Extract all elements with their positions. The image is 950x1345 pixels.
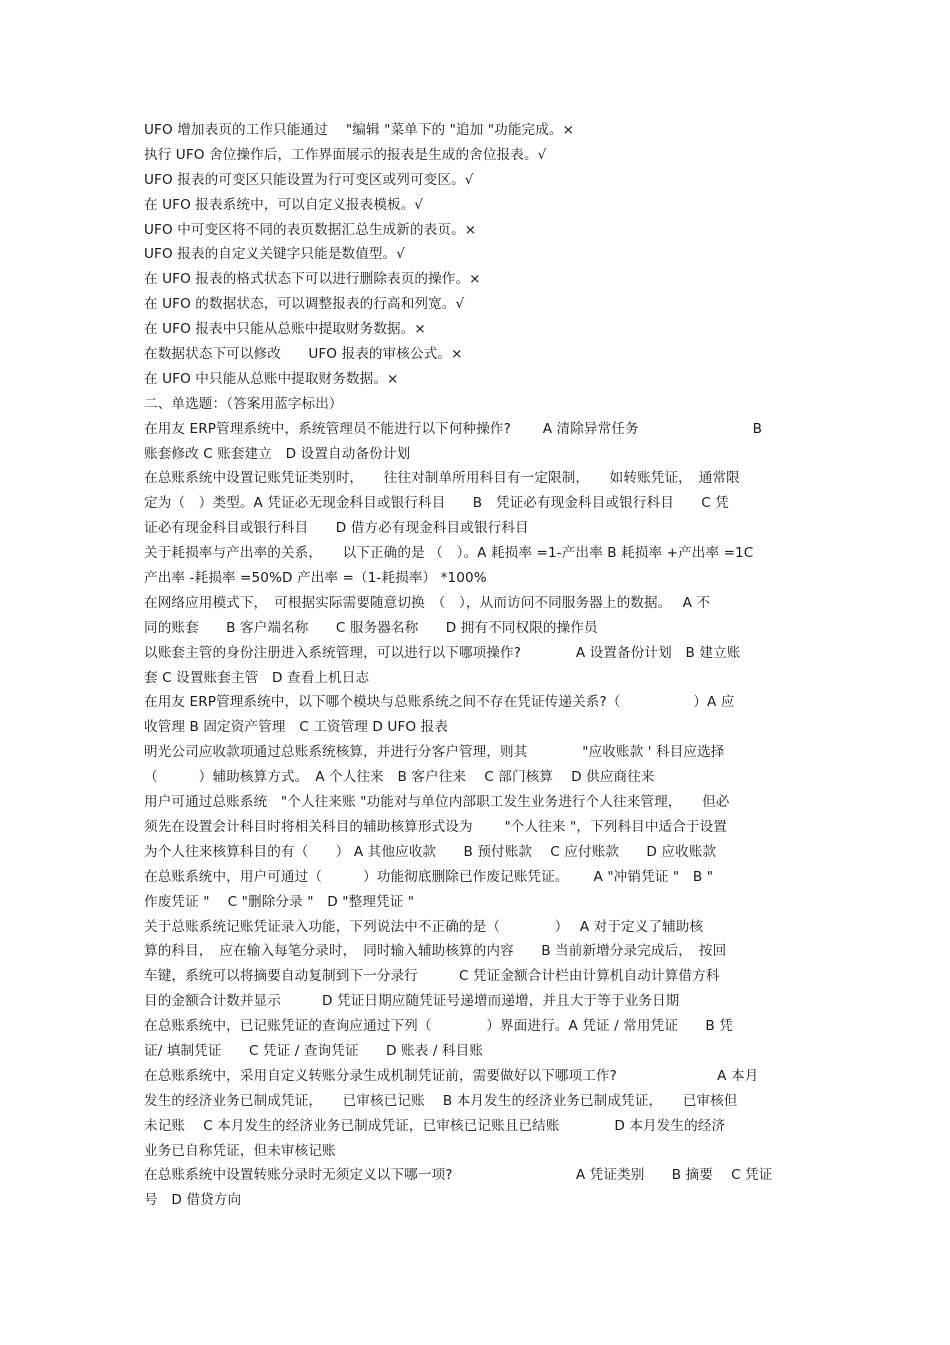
question-line: 证必有现金科目或银行科目 D 借方必有现金科目或银行科目 (144, 520, 529, 537)
question-line: 收管理 B 固定资产管理 C 工资管理 D UFO 报表 (144, 719, 448, 736)
question-line: （ ）辅助核算方式。 A 个人往来 B 客户往来 C 部门核算 D 供应商往来 (144, 769, 655, 786)
tf-statement-6: UFO 报表的自定义关键字只能是数值型。√ (144, 246, 406, 263)
question-line: 套 C 设置账套主管 D 查看上机日志 (144, 669, 370, 686)
question-line: 关于耗损率与产出率的关系， 以下正确的是 （ ）。A 耗损率 =1-产出率 B 耗损率 +产出率 =1C (144, 545, 754, 562)
question-line: 算的科目， 应在输入每笔分录时， 同时输入辅助核算的内容 B 当前新增分录完成后， 按回 (144, 943, 727, 960)
document-body (144, 118, 806, 1213)
question-line: 在用友 ERP管理系统中，系统管理员不能进行以下何种操作? A 清除异常任务 B (144, 420, 763, 437)
tf-statement-8: 在 UFO 的数据状态，可以调整报表的行高和列宽。√ (144, 296, 465, 313)
question-line: 须先在设置会计科目时将相关科目的辅助核算形式设为 "个人往来 "，下列科目中适合于设置 (144, 818, 727, 835)
question-line: 账套修改 C 账套建立 D 设置自动备份计划 (144, 445, 411, 462)
tf-statement-3: UFO 报表的可变区只能设置为行可变区或列可变区。√ (144, 171, 474, 188)
question-line: 明光公司应收款项通过总账系统核算，并进行分客户管理，则其 "应收账款 ' 科目应选择 (144, 744, 725, 761)
question-line: 在总账系统中设置转账分录时无须定义以下哪一项? A 凭证类别 B 摘要 C 凭证 (144, 1167, 773, 1184)
question-line: 证/ 填制凭证 C 凭证 / 查询凭证 D 账表 / 科目账 (144, 1042, 484, 1059)
question-line: 业务已自称凭证，但未审核记账 (144, 1142, 336, 1159)
tf-statement-1: UFO 增加表页的工作只能通过 "编辑 "菜单下的 "追加 "功能完成。× (144, 122, 575, 138)
question-line: 号 D 借贷方向 (144, 1192, 242, 1209)
question-line: 在总账系统中设置记账凭证类别时， 往往对制单所用科目有一定限制， 如转账凭证， 通常限 (144, 470, 740, 487)
question-line: 发生的经济业务已制成凭证， 已审核已记账 B 本月发生的经济业务已制成凭证， 已审核但 (144, 1092, 738, 1109)
question-line: 以账套主管的身份注册进入系统管理，可以进行以下哪项操作? A 设置备份计划 B 建立账 (144, 644, 741, 661)
question-line: 在网络应用模式下， 可根据实际需要随意切换 （ ），从而访问不同服务器上的数据。 A 不 (144, 594, 711, 611)
question-line: 在总账系统中，采用自定义转账分录生成机制凭证前，需要做好以下哪项工作? A 本月 (144, 1067, 759, 1084)
tf-statement-11: 在 UFO 中只能从总账中提取财务数据。× (144, 370, 399, 387)
question-line: 为个人往来核算科目的有（ ） A 其他应收款 B 预付账款 C 应付账款 D 应收账款 (144, 843, 717, 860)
question-line: 在总账系统中，已记账凭证的查询应通过下列（ ）界面进行。A 凭证 / 常用凭证 B 凭 (144, 1018, 733, 1035)
question-line: 定为（ ）类型。A 凭证必无现金科目或银行科目 B 凭证必有现金科目或银行科目 C 凭 (144, 495, 730, 512)
question-line: 在总账系统中，用户可通过（ ）功能彻底删除已作废记账凭证。 A "冲销凭证 " B " (144, 868, 714, 885)
question-line: 产出率 -耗损率 =50%D 产出率 =（1-耗损率） *100% (144, 570, 487, 587)
question-line: 车键，系统可以将摘要自动复制到下一分录行 C 凭证金额合计栏由计算机自动计算借方科 (144, 968, 720, 985)
question-line: 用户可通过总账系统 "个人往来账 "功能对与单位内部职工发生业务进行个人往来管理， 但必 (144, 794, 730, 811)
tf-statement-7: 在 UFO 报表的格式状态下可以进行删除表页的操作。× (144, 271, 481, 288)
tf-statement-4: 在 UFO 报表系统中，可以自定义报表模板。√ (144, 196, 424, 213)
tf-statement-10: 在数据状态下可以修改 UFO 报表的审核公式。× (144, 346, 463, 363)
tf-statement-2: 执行 UFO 舍位操作后，工作界面展示的报表是生成的舍位报表。√ (144, 146, 547, 163)
tf-statement-5: UFO 中可变区将不同的表页数据汇总生成新的表页。× (144, 221, 477, 238)
section-heading-single-choice: 二、单选题：（答案用蓝字标出） (144, 395, 343, 412)
tf-statement-9: 在 UFO 报表中只能从总账中提取财务数据。× (144, 321, 426, 338)
question-line: 作废凭证 " C "删除分录 " D "整理凭证 " (144, 893, 415, 910)
question-line: 关于总账系统记账凭证录入功能，下列说法中不正确的是（ ） A 对于定义了辅助核 (144, 918, 704, 935)
question-line: 在用友 ERP管理系统中，以下哪个模块与总账系统之间不存在凭证传递关系?（ ）A 应 (144, 694, 735, 711)
question-line: 未记账 C 本月发生的经济业务已制成凭证，已审核已记账且已结账 D 本月发生的经济 (144, 1117, 726, 1134)
question-line: 同的账套 B 客户端名称 C 服务器名称 D 拥有不同权限的操作员 (144, 619, 598, 636)
question-line: 目的金额合计数并显示 D 凭证日期应随凭证号递增而递增，并且大于等于业务日期 (144, 993, 680, 1010)
